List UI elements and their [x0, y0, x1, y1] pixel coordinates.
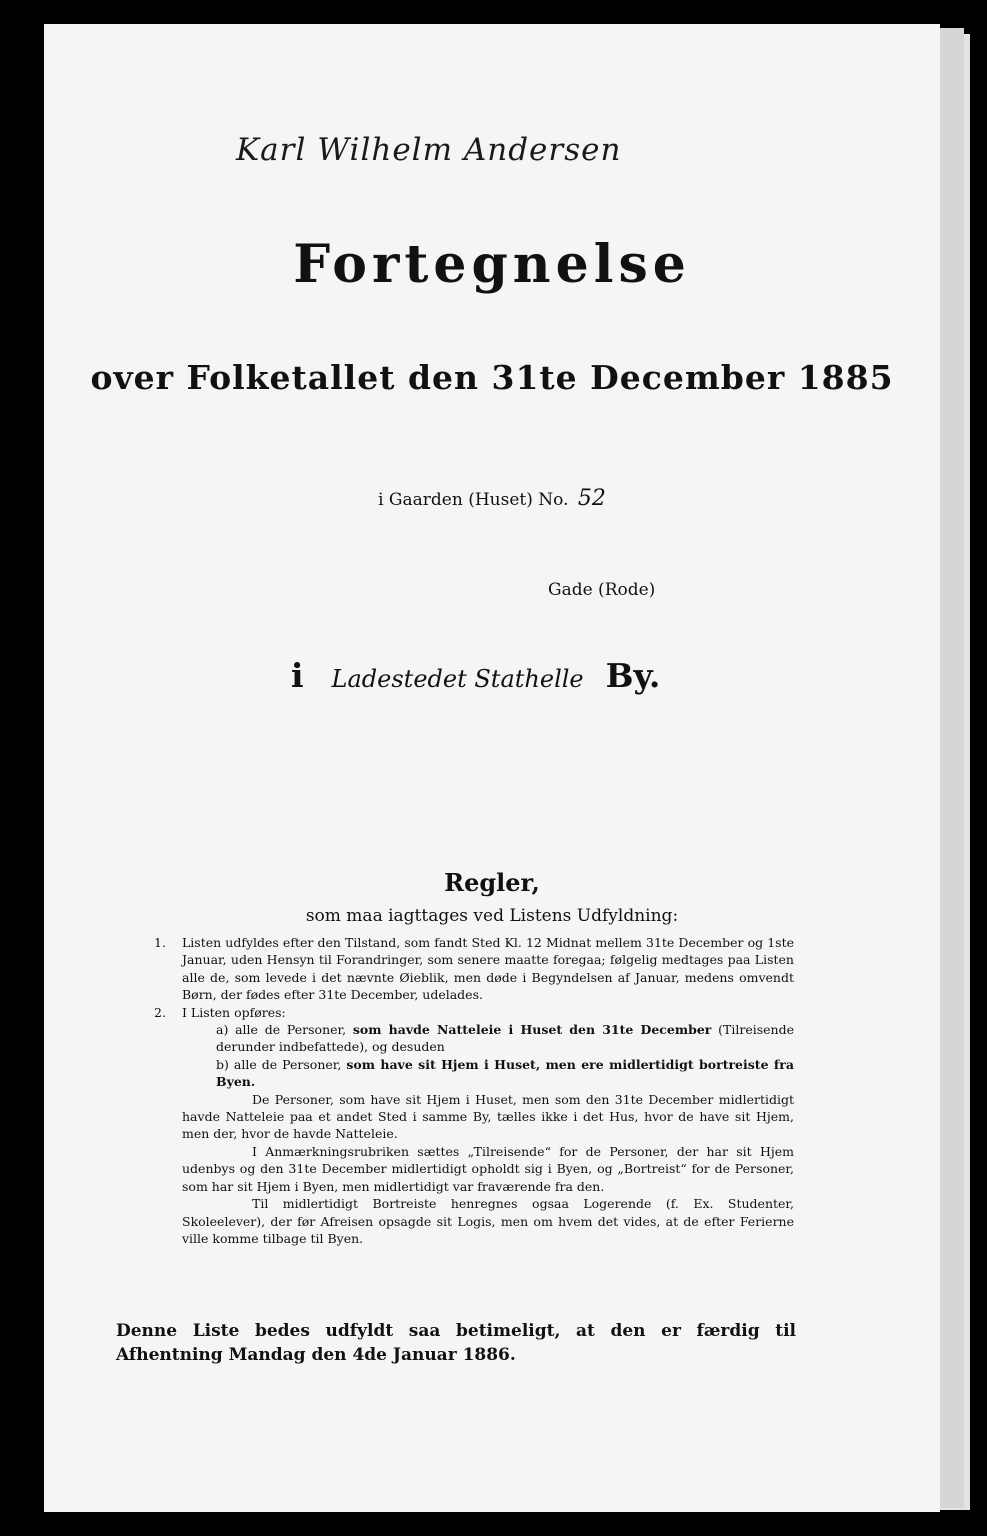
- rule-1: [154, 934, 794, 1004]
- town-prefix: i: [291, 656, 304, 695]
- rule-1-number: 1.: [154, 935, 166, 950]
- street-label: Gade (Rode): [548, 580, 656, 600]
- rule-2b: [182, 1056, 794, 1091]
- town-suffix: By.: [605, 656, 661, 695]
- rule-2a: [182, 1021, 794, 1056]
- rule-2: [154, 1004, 794, 1021]
- rules-title: Regler,: [444, 868, 540, 897]
- rule-2b-pre: b) alle de Personer,: [216, 1056, 342, 1072]
- house-line: [44, 486, 940, 511]
- rule-2-paragraph-1: De Personer, som have sit Hjem i Huset, men som den 31te December midlertidigt havde Natteleie paa et andet Sted i samme By, tælles ikke i det Hus, hvor de have sit Hjem, men der, hvor de havde Natteleie.: [182, 1091, 794, 1142]
- house-prefix: i Gaarden (Huset) No.: [378, 490, 569, 510]
- footer-notice: Denne Liste bedes udfyldt saa betimeligt, at den er færdig til Afhentning Mandag den 4de Januar 1886.: [116, 1321, 796, 1365]
- form-title: Fortegnelse: [293, 234, 691, 295]
- rules-body: [154, 934, 794, 1247]
- rule-1-text: Listen udfyldes efter den Tilstand, som fandt Sted Kl. 12 Midnat mellem 31te December og 1ste Januar, uden Hensyn til Forandringer, som senere maatte foregaa; følgelig medtages paa Listen alle de, som levede i det nævnte Øieblik, men døde i Begyndelsen af Januar, medens omvendt Børn, der fødes efter 31te December, udelades.: [182, 935, 794, 1003]
- town-line: [291, 656, 660, 695]
- rule-2a-bold: som havde Natteleie i Huset den 31te December: [352, 1022, 712, 1038]
- town-handwritten: Ladestedet Stathelle: [331, 665, 584, 693]
- rules-subtitle: som maa iagttages ved Listens Udfyldning:: [305, 906, 679, 926]
- rule-2b-bold: som have sit Hjem i Huset, men ere midlertidigt bortreiste fra Byen.: [216, 1056, 794, 1090]
- rule-2-paragraph-3: Til midlertidigt Bortreiste henregnes ogsaa Logerende (f. Ex. Studenter, Skoleelever), der før Afreisen opsagde sit Logis, men om hvem det vides, at de efter Ferierne ville komme tilbage til Byen.: [182, 1196, 794, 1246]
- census-form-page: [44, 24, 940, 1512]
- form-subtitle: over Folketallet den 31te December 1885: [90, 358, 894, 397]
- handwritten-name: Karl Wilhelm Andersen: [236, 132, 622, 168]
- rule-2-number: 2.: [154, 1004, 166, 1020]
- rule-2-paragraph-2: I Anmærkningsrubriken sættes „Tilreisende“ for de Personer, der har sit Hjem udenbys og den 31te December midlertidigt opholdt sig i Byen, og „Bortreist“ for de Personer, som har sit Hjem i Byen, men midlertidigt var fraværende fra den.: [182, 1143, 794, 1194]
- house-number: 52: [577, 486, 606, 511]
- rule-2-intro: I Listen opføres:: [182, 1004, 286, 1020]
- rule-2a-pre: a) alle de Personer,: [216, 1022, 347, 1038]
- rule-2a-post: (Tilreisende derunder indbefattede), og desuden: [216, 1022, 794, 1055]
